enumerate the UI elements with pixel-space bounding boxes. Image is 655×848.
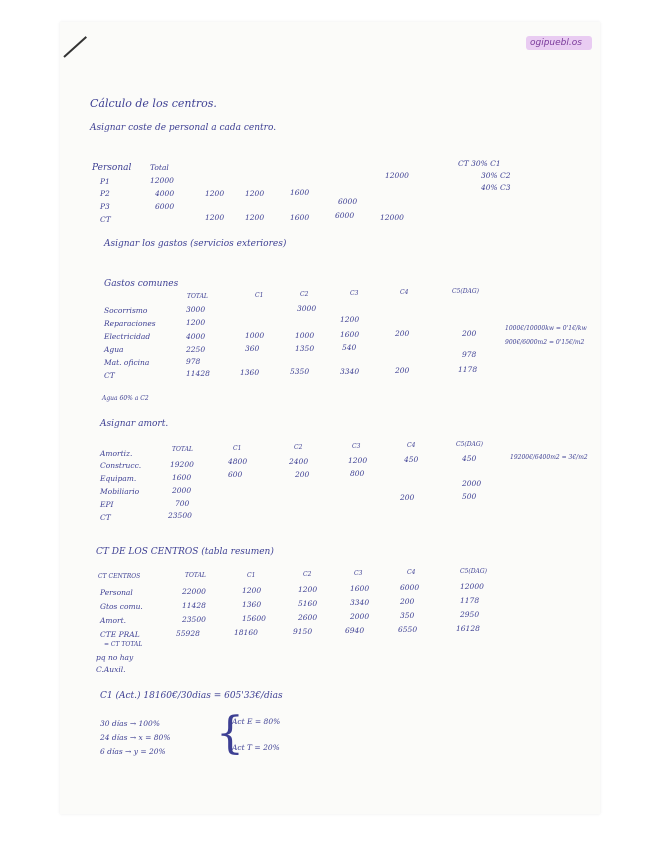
cell: 600: [228, 470, 243, 479]
row-label: P1: [100, 177, 110, 186]
row-label: CT: [100, 513, 111, 522]
row-label: Amortiz.: [100, 449, 133, 458]
cell: 1200: [245, 189, 265, 198]
cell: 450: [404, 455, 419, 464]
col-header: C4: [407, 569, 416, 576]
cell: 978: [462, 350, 477, 359]
cell: 19200: [170, 460, 194, 469]
cell: 800: [350, 469, 365, 478]
foot-note: pq no hay: [96, 653, 134, 662]
cell: 5350: [290, 367, 310, 376]
cell: 1600: [350, 584, 370, 593]
cell: 1600: [290, 188, 310, 197]
row-label: Personal: [100, 588, 133, 597]
cell: 200: [295, 470, 310, 479]
cell: 16128: [456, 624, 480, 633]
col-header: C4: [407, 442, 416, 449]
cell: 55928: [176, 629, 200, 638]
col-header: C2: [300, 291, 309, 298]
row-label: CTE PRAL: [100, 630, 140, 639]
cell: 6000: [335, 211, 355, 220]
cell: 18160: [234, 628, 258, 637]
cell: 360: [245, 344, 260, 353]
amort-title: Asignar amort.: [100, 419, 169, 429]
row-label: = CT TOTAL: [104, 641, 143, 648]
cell: 200: [395, 329, 410, 338]
cell: 1000: [245, 331, 265, 340]
cell: 23500: [182, 615, 206, 624]
cell: 2950: [460, 610, 480, 619]
cell: 11428: [182, 601, 206, 610]
cell: 12000: [380, 213, 404, 222]
cell: 1600: [340, 330, 360, 339]
cell: 200: [462, 329, 477, 338]
cell: 2400: [289, 457, 309, 466]
side-note: 19200€/6400m2 = 3€/m2: [510, 454, 588, 461]
foot-note: C.Auxil.: [96, 665, 126, 674]
col-header: C3: [354, 570, 363, 577]
services-note: Asignar los gastos (servicios exteriores): [104, 239, 287, 249]
row-label: Amort.: [100, 616, 127, 625]
cell: 6000: [155, 202, 175, 211]
cell: 6000: [400, 583, 420, 592]
cell: 1000: [295, 331, 315, 340]
row-label: Mat. oficina: [104, 358, 150, 367]
col-header: C1: [233, 445, 242, 452]
cell: 450: [462, 454, 477, 463]
ct-note: 40% C3: [481, 183, 511, 192]
calc-line: 24 días → x = 80%: [100, 733, 171, 742]
col-header: CT CENTROS: [98, 573, 141, 580]
cell: 3340: [350, 598, 370, 607]
col-header: TOTAL: [185, 572, 206, 579]
c1-formula: C1 (Act.) 18160€/30dias = 605'33€/dias: [100, 691, 283, 701]
cell: 3000: [297, 304, 317, 313]
cell: 15600: [242, 614, 266, 623]
col-header: C1: [247, 572, 256, 579]
col-header: TOTAL: [172, 446, 193, 453]
col-header: C5(DAG): [456, 441, 484, 448]
cell: 3340: [340, 367, 360, 376]
col-header: C3: [350, 290, 359, 297]
cell: 12000: [150, 176, 174, 185]
col-header: C5(DAG): [460, 568, 488, 575]
cell: 3000: [186, 305, 206, 314]
logo-badge: [526, 36, 592, 50]
cell: 978: [186, 357, 201, 366]
cell: 2600: [298, 613, 318, 622]
cell: 1360: [240, 368, 260, 377]
personal-label: Personal: [92, 163, 132, 173]
cell: 200: [400, 597, 415, 606]
cell: 9150: [293, 627, 313, 636]
ct-centros-title: CT DE LOS CENTROS (tabla resumen): [96, 547, 274, 557]
cell: 6940: [345, 626, 365, 635]
ct-note: 30% C2: [481, 171, 511, 180]
col-header: C3: [352, 443, 361, 450]
cell: 2000: [462, 479, 482, 488]
row-label: CT: [100, 215, 111, 224]
agua-note: Agua 60% a C2: [102, 395, 149, 402]
cell: 700: [175, 499, 190, 508]
cell: 1350: [295, 344, 315, 353]
cell: 1600: [290, 213, 310, 222]
cell: 6000: [338, 197, 358, 206]
row-label: Electricidad: [104, 332, 151, 341]
row-label: EPI: [100, 500, 114, 509]
page-title: Cálculo de los centros.: [90, 97, 217, 110]
cell: 1178: [458, 365, 478, 374]
cell: 1200: [205, 213, 225, 222]
cell: 4000: [155, 189, 175, 198]
cell: 1200: [348, 456, 368, 465]
cell: 500: [462, 492, 477, 501]
cell: 1200: [205, 189, 225, 198]
cell: 1600: [172, 473, 192, 482]
calc-line: 6 días → y = 20%: [100, 747, 166, 756]
row-label: P2: [100, 189, 110, 198]
cell: 2000: [172, 486, 192, 495]
cell: 12000: [385, 171, 409, 180]
row-label: Construcc.: [100, 461, 142, 470]
cell: 4800: [228, 457, 248, 466]
cell: 22000: [182, 587, 206, 596]
cell: 350: [400, 611, 415, 620]
cell: 200: [400, 493, 415, 502]
row-label: Mobiliario: [100, 487, 140, 496]
cell: 23500: [168, 511, 192, 520]
col-header: C2: [303, 571, 312, 578]
cell: 6550: [398, 625, 418, 634]
calc-line: 30 días → 100%: [100, 719, 160, 728]
cell: 1360: [242, 600, 262, 609]
row-label: Equipam.: [100, 474, 137, 483]
cell: 4000: [186, 332, 206, 341]
row-label: Reparaciones: [104, 319, 156, 328]
cell: 200: [395, 366, 410, 375]
cell: 2000: [350, 612, 370, 621]
col-header: C5(DAG): [452, 288, 480, 295]
row-label: Socorrismo: [104, 306, 148, 315]
row-label: CT: [104, 371, 115, 380]
logo-text: ogipuebl.os: [530, 38, 582, 48]
col-header: C2: [294, 444, 303, 451]
cell: 2250: [186, 345, 206, 354]
act-e: Act E = 80%: [232, 717, 281, 726]
cell: 1200: [186, 318, 206, 327]
cell: 1200: [245, 213, 265, 222]
cell: 5160: [298, 599, 318, 608]
gastos-title: Gastos comunes: [104, 279, 179, 289]
personal-total-label: Total: [150, 163, 169, 172]
cell: 1200: [340, 315, 360, 324]
act-t: Act T = 20%: [232, 743, 280, 752]
side-note: 900€/6000m2 = 0'15€/m2: [505, 339, 585, 346]
cell: 1178: [460, 596, 480, 605]
col-header: C1: [255, 292, 264, 299]
row-label: P3: [100, 202, 110, 211]
col-header: C4: [400, 289, 409, 296]
cell: 12000: [460, 582, 484, 591]
col-header: TOTAL: [187, 293, 208, 300]
brace-glyph: {: [216, 708, 244, 759]
row-label: Agua: [104, 345, 124, 354]
ct-note: CT 30% C1: [458, 159, 501, 168]
cell: 540: [342, 343, 357, 352]
subtitle: Asignar coste de personal a cada centro.: [90, 123, 277, 133]
cell: 11428: [186, 369, 210, 378]
side-note: 1000€/10000kw = 0'1€/kw: [505, 325, 587, 332]
cell: 1200: [242, 586, 262, 595]
cell: 1200: [298, 585, 318, 594]
row-label: Gtos comu.: [100, 602, 143, 611]
